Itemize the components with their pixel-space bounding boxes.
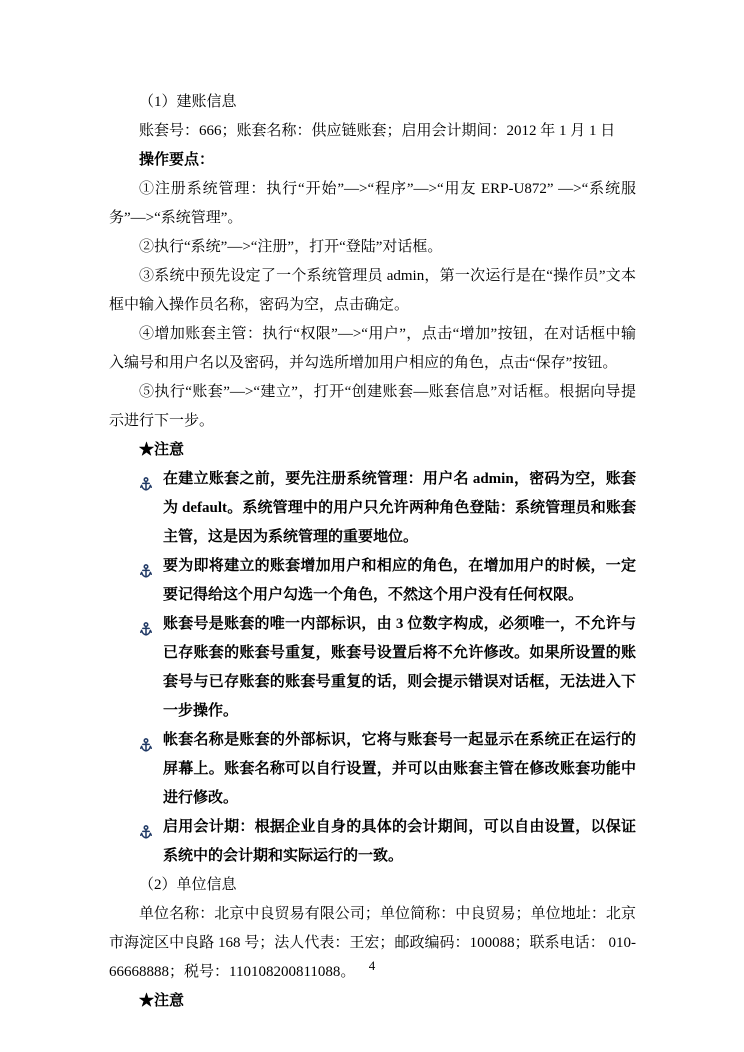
note-item (163, 610, 636, 726)
note-item (163, 465, 636, 552)
note-text: 要为即将建立的账套增加用户和相应的角色，在增加用户的时候，一定要记得给这个用户勾选一个角色，不然这个用户没有任何权限。 (163, 558, 636, 603)
note-text: 账套号是账套的唯一内部标识，由 3 位数字构成，必须唯一，不允许与已存账套的账套号重复，账套号设置后将不允许修改。如果所设置的账套号与已存账套的账套号重复的话，则会提示错误对话框，无法进入下一步操作。 (163, 616, 636, 719)
step-3: ③系统中预先设定了一个系统管理员 admin，第一次运行是在“操作员”文本框中输入操作员名称，密码为空，点击确定。 (109, 268, 636, 313)
document-body (109, 88, 636, 1016)
note-heading-2: ★注意 (139, 993, 185, 1009)
page-number: 4 (368, 958, 376, 973)
anchor-bullet-icon (140, 618, 152, 632)
account-info-line: 账套号：666；账套名称：供应链账套；启用会计期间：2012 年 1 月 1 日 (139, 123, 616, 139)
note-heading-1: ★注意 (139, 442, 185, 458)
step-5: ⑤执行“账套”—>“建立”，打开“创建账套—账套信息”对话框。根据向导提示进行下一步。 (109, 384, 636, 429)
note-item (163, 552, 636, 610)
anchor-bullet-icon (140, 734, 152, 748)
step-4: ④增加账套主管：执行“权限”—>“用户”，点击“增加”按钮，在对话框中输入编号和用户名以及密码，并勾选所增加用户相应的角色，点击“保存”按钮。 (109, 326, 636, 371)
anchor-bullet-icon (140, 821, 152, 835)
anchor-bullet-icon (140, 560, 152, 574)
note-item (163, 813, 636, 871)
step-2: ②执行“系统”—>“注册”，打开“登陆”对话框。 (139, 239, 443, 255)
operation-points-heading: 操作要点： (139, 152, 215, 168)
step-1: ①注册系统管理：执行“开始”—>“程序”—>“用友 ERP-U872” —>“系统服务”—>“系统管理”。 (109, 181, 636, 226)
note-item (163, 726, 636, 813)
note-text: 在建立账套之前，要先注册系统管理：用户名 admin，密码为空，账套为 default。系统管理中的用户只允许两种角色登陆：系统管理员和账套主管，这是因为系统管理的重要地位。 (163, 471, 636, 545)
anchor-bullet-icon (140, 473, 152, 487)
company-info-paragraph: 单位名称：北京中良贸易有限公司；单位简称：中良贸易；单位地址：北京市海淀区中良路 168 号；法人代表：王宏；邮政编码：100088；联系电话： 010-66668888；税号：110108200811088。 (109, 906, 636, 980)
note-text: 启用会计期：根据企业自身的具体的会计期间，可以自由设置，以保证系统中的会计期和实际运行的一致。 (163, 819, 636, 864)
note-text: 帐套名称是账套的外部标识，它将与账套号一起显示在系统正在运行的屏幕上。账套名称可以自行设置，并可以由账套主管在修改账套功能中进行修改。 (163, 732, 636, 806)
section-2-title: （2）单位信息 (139, 877, 237, 893)
notes-list (109, 465, 636, 871)
section-1-title: （1）建账信息 (139, 94, 237, 110)
